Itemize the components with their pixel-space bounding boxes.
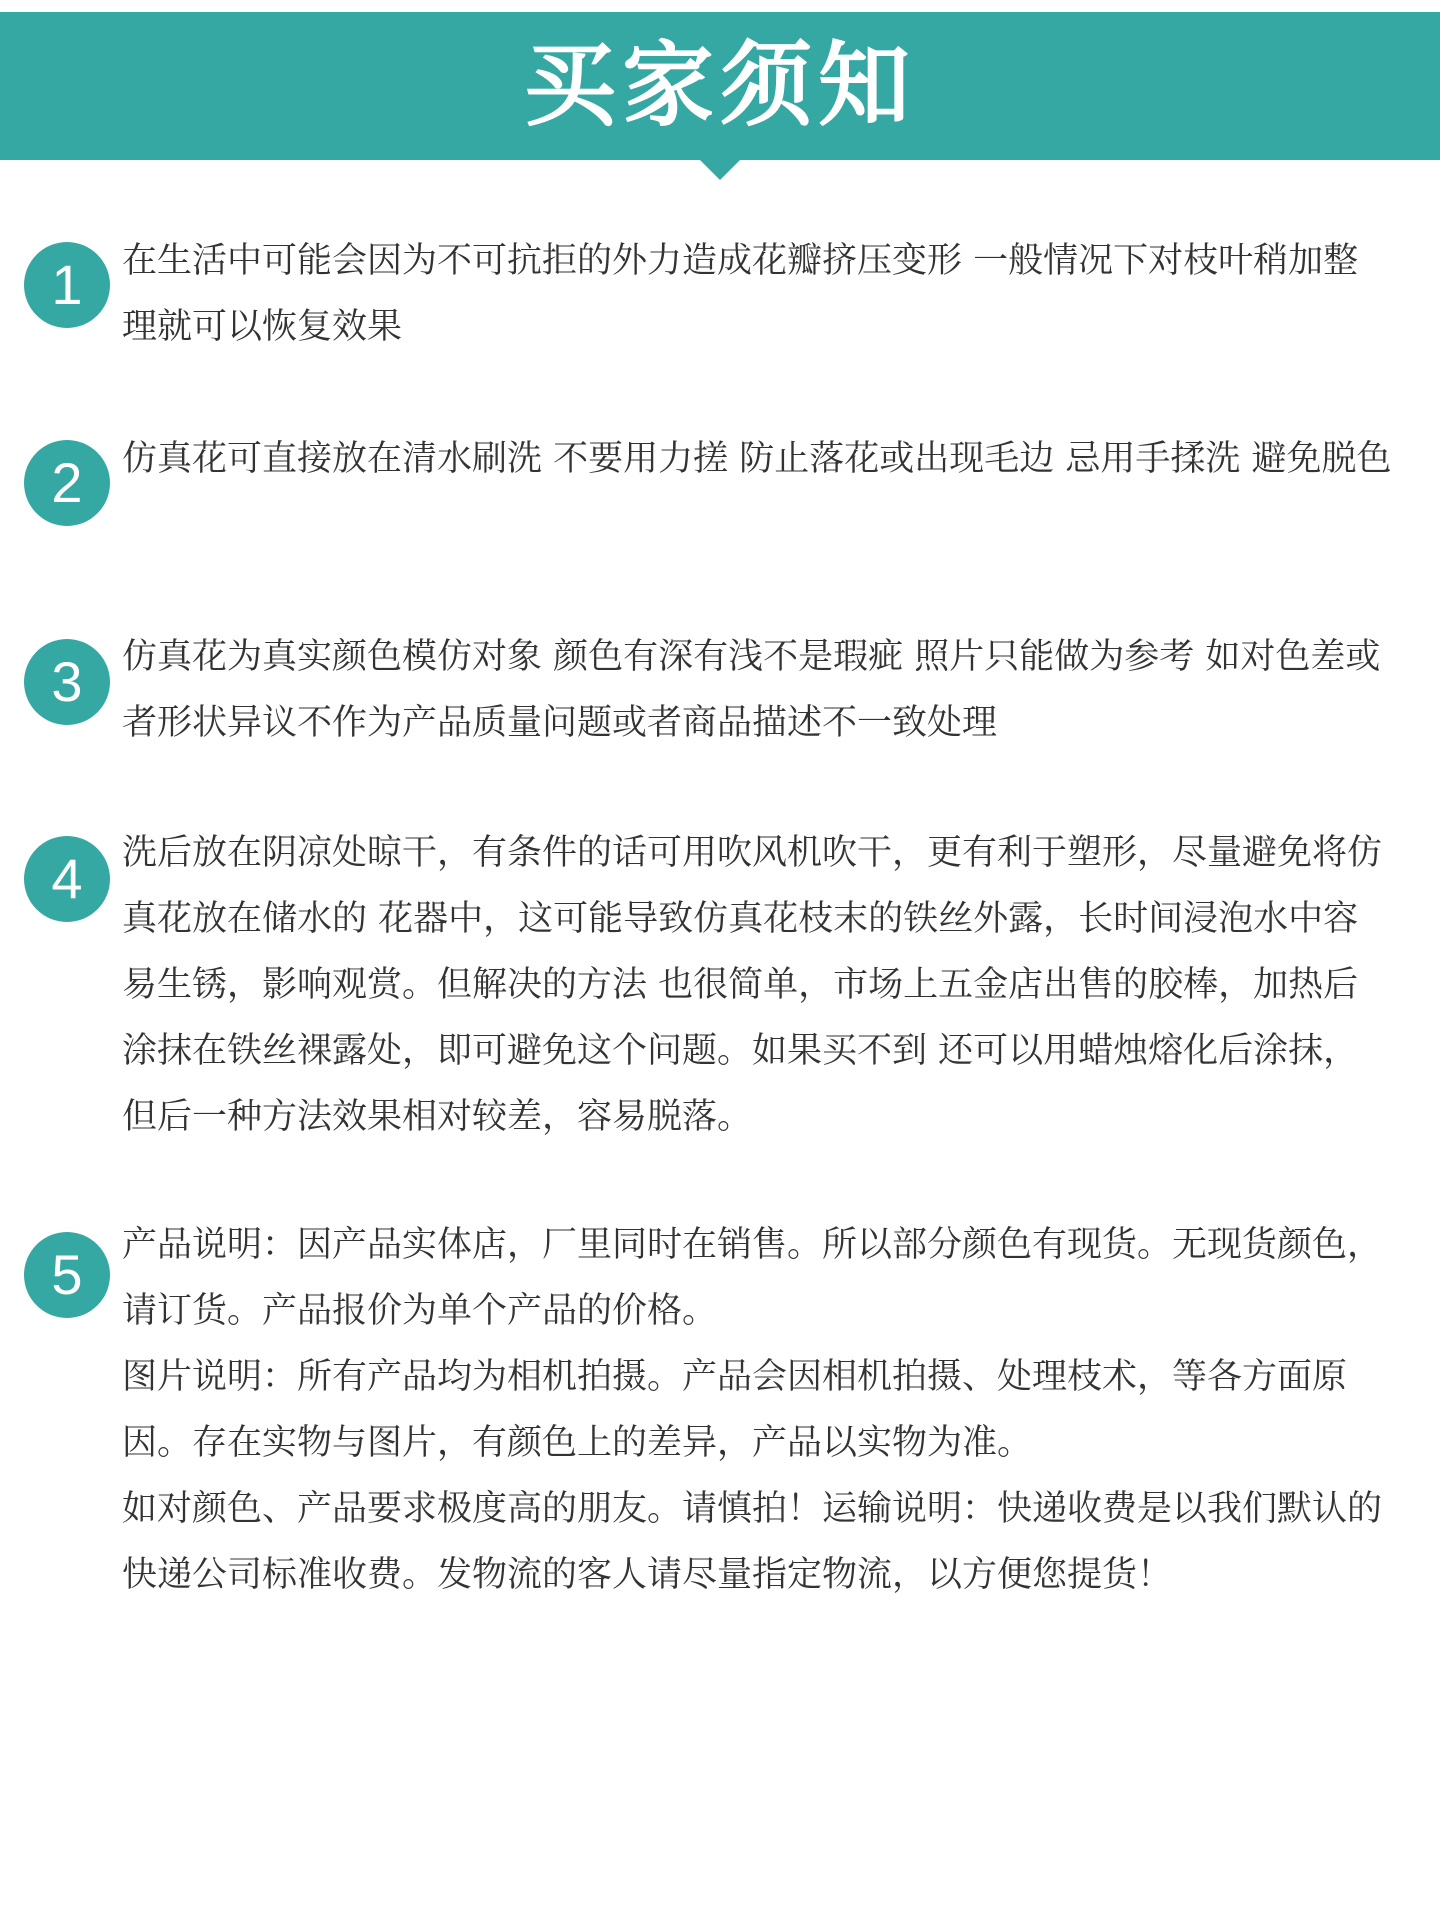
number-badge: 5 [24,1232,110,1318]
number-badge: 1 [24,242,110,328]
notice-paragraph: 仿真花为真实颜色模仿对象 颜色有深有浅不是瑕疵 照片只能做为参考 如对色差或者形状异议不作为产品质量问题或者商品描述不一致处理 [122,637,1381,743]
notice-paragraph: 在生活中可能会因为不可抗拒的外力造成花瓣挤压变形 一般情况下对枝叶稍加整理就可以恢复效果 [122,241,1359,347]
number-badge: 2 [24,440,110,526]
product-description: 产品说明：因产品实体店，厂里同时在销售。所以部分颜色有现货。无现货颜色，请订货。产品报价为单个产品的价格。 [122,1225,1383,1331]
number-badge: 3 [24,639,110,725]
image-description: 图片说明：所有产品均为相机拍摄。产品会因相机拍摄、处理枝术，等各方面原因。存在实物与图片，有颜色上的差异，产品以实物为准。 [122,1357,1348,1463]
notice-text [122,228,1392,360]
page-title: 买家须知 [523,32,916,139]
notice-text [122,624,1392,756]
notice-paragraph: 仿真花可直接放在清水刷洗 不要用力搓 防止落花或出现毛边 忌用手揉洗 避免脱色 [122,439,1392,479]
notice-paragraph: 洗后放在阴凉处晾干，有条件的话可用吹风机吹干，更有利于塑形，尽量避免将仿真花放在储水的 花器中，这可能导致仿真花枝末的铁丝外露，长时间浸泡水中容易生锈，影响观赏。但解决的方法 也很简单，市场上五金店出售的胶棒，加热后涂抹在铁丝裸露处，即可避免这个问题。如果买不到 还可以用蜡烛熔化后涂抹，但后一种方法效果相对较差，容易脱落。 [122,833,1383,1137]
notice-text [122,1212,1392,1608]
notice-text [122,426,1392,492]
notice-text [122,820,1392,1150]
shipping-description: 如对颜色、产品要求极度高的朋友。请慎拍！运输说明：快递收费是以我们默认的快递公司标准收费。发物流的客人请尽量指定物流，以方便您提货！ [122,1489,1383,1595]
banner-pointer [698,158,742,180]
number-badge: 4 [24,836,110,922]
